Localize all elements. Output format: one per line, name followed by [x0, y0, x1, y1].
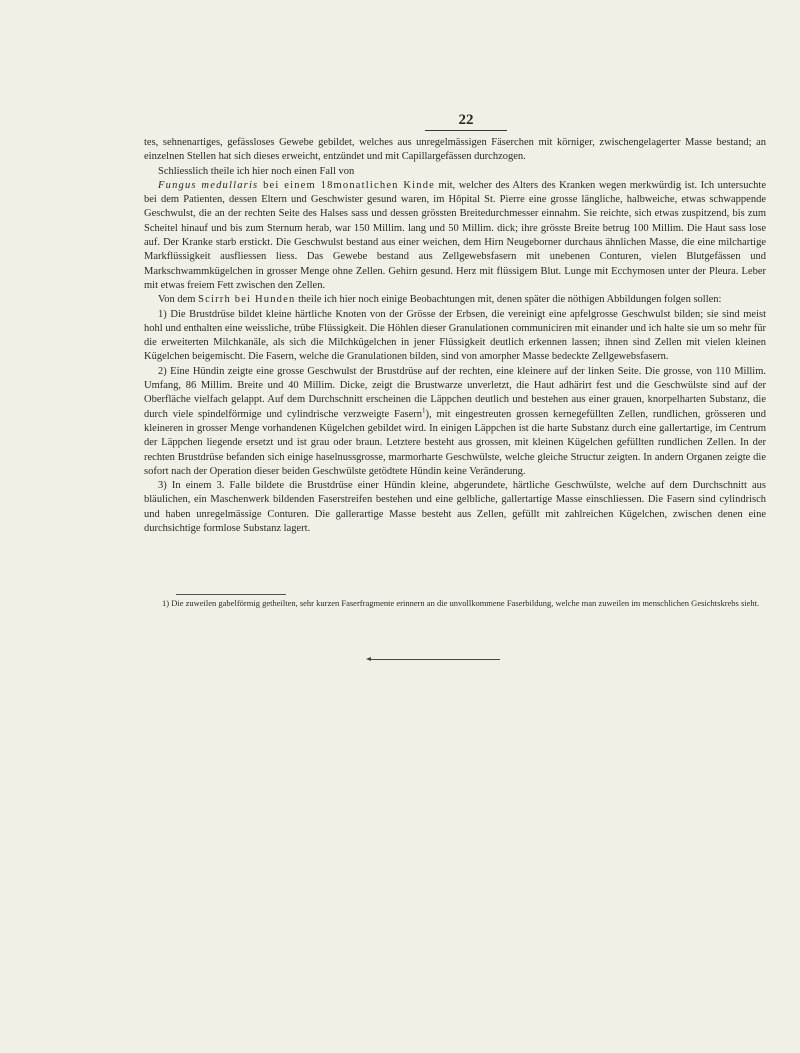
spaced-phrase-scirrh: Scirrh bei Hunden	[198, 294, 296, 306]
term-fungus-medullaris: Fungus medullaris	[158, 179, 259, 191]
case-1-paragraph: 1) Die Brustdrüse bildet kleine härtliche Knoten von der Grösse der Erbsen, die vereinigt eine apfelgrosse Geschwulst bilden; sie sind meist hohl und enthalten eine weissliche, trübe Flüssigkeit. Die Höhlen dieser Granulationen communiciren mit einander und ich halte sie um so mehr für die erweiterten Milchkanäle, als sich die Milchkügelchen in jener Flüssigkeit deutlich erkennen lassen; ihnen sind Zellen mit vielen kleinen Kügelchen beigemischt. Die Fasern, welche die Granulationen bilden, sind von amorpher Masse bedeckte Zellgewebsfasern.	[144, 308, 766, 363]
footnote-rule	[176, 594, 286, 595]
case-2-text-start: 2) Eine Hündin zeigte eine grosse Geschwulst der Brustdrüse auf der rechten, eine kleinere auf der linken Seite. Die grosse, von 110 Millim. Umfang, 86 Millim. Breite und 40 Millim. Dicke, zeigt die Brustwarze unverletzt, die Haut adhärirt fest und die Geschwülste sind auf der Oberfläche vielfach gelappt. Auf dem Durchschnitt erscheinen die Läppchen deutlich und bestehen aus einer grauen, knorpelharten Substanz, die durch viele spindelförmige und cylindrische verzweigte Fasern	[144, 365, 766, 420]
footnote-reference: 1	[422, 406, 426, 415]
paragraph-4-text: theile ich hier noch einige Beobachtungen mit, denen später die nöthigen Abbildungen folgen sollen:	[295, 294, 722, 306]
paragraph-4-start: Von dem	[158, 294, 199, 306]
end-mark-arrow-icon	[368, 659, 500, 660]
paragraph-fungus-medullaris	[144, 179, 766, 293]
footnote	[144, 598, 766, 610]
paragraph-scirrh-intro	[144, 293, 766, 307]
case-2-text-rest: ), mit eingestreuten grossen kernegefüllten Zellen, rundlichen, grösseren und kleineren in grosser Menge vorhandenen Kügelchen gebildet wird. In einigen Läppchen ist die harte Substanz durch eine gallertartige, im Centrum der Läppchen liegende ersetzt und ist grau oder braun. Letztere besteht aus grossen, mit kleinen Kügelchen gefüllten rundlichen Zellen. In der rechten Brustdrüse befanden sich einige haselnussgrosse, marmorharte Geschwülste, welche gleiche Structur zeigten. In andern Organen zeigte die sofort nach der Operation dieser beiden Geschwülste getödtete Hündin keine Veränderung.	[144, 408, 767, 477]
case-3-paragraph: 3) In einem 3. Falle bildete die Brustdrüse einer Hündin kleine, abgerundete, härtliche Geschwülste, welche auf dem Durchschnitt aus bläulichen, ein Maschenwerk bildenden Faserstreifen bestehen und eine gelbliche, gallertartige Masse einschliessen. Die Fasern sind cylindrisch und haben unregelmässige Conturen. Die gallerartige Masse besteht aus Zellen, gefüllt mit zahlreichen Kügelchen, zwischen denen eine durchsichtige formlose Substanz lagert.	[144, 480, 766, 535]
case-2-paragraph	[144, 365, 766, 479]
paragraph-3-text: mit, welcher des Alters des Kranken wegen merkwürdig ist. Ich untersuchte bei dem Patienten, dessen Eltern und Geschwister gesund waren, im Hôpital St. Pierre eine grosse längliche, halbweiche, etwas schwappende Geschwulst, die an der rechten Seite des Halses sass und dessen grössten Breitedurchmesser einnahm. Sie reichte, sich etwas zuspitzend, bis zum Scheitel hinauf und bis zum Sternum herab, war 150 Millim. lang und 50 Millim. dick; ihre grösste Breite betrug 100 Millim. Die Haut sass lose auf. Der Kranke starb erstickt. Die Geschwulst bestand aus einer weichen, dem Hirn Neugeborner durchaus ähnlichen Masse, die eine milchartige Markflüssigkeit ausfliessen liess. Das Gewebe bestand aus Zellgewebsfasern mit unebenen Conturen, vielen Blutgefässen und Markschwammkügelchen in grosser Menge ohne Zellen. Gehirn gesund. Herz mit flüssigem Blut. Lunge mit Ecchymosen unter der Pleura. Leber mit etwas freiem Fett zwischen den Zellen.	[144, 179, 767, 291]
paragraph-2: Schliesslich theile ich hier noch einen Fall von	[158, 165, 355, 177]
header-rule	[425, 130, 507, 131]
page-number: 22	[458, 112, 474, 128]
paragraph-1: tes, sehnenartiges, gefässloses Gewebe gebildet, welches aus unregelmässigen Fäserchen mit körniger, zwischengelagerter Masse bestand; an einzelnen Stellen hat sich dieses erweicht, entzündet und mit Capillargefässen durchzogen.	[144, 137, 766, 163]
footnote-text: 1) Die zuweilen gabelförmig getheilten, sehr kurzen Faserfragmente erinnern an die unvollkommene Faserbildung, welche man zuweilen im menschlichen Gesichtskrebs sieht.	[162, 598, 760, 608]
body-text	[144, 136, 766, 536]
spaced-phrase-kinde: bei einem 18monatlichen Kinde	[258, 179, 436, 191]
